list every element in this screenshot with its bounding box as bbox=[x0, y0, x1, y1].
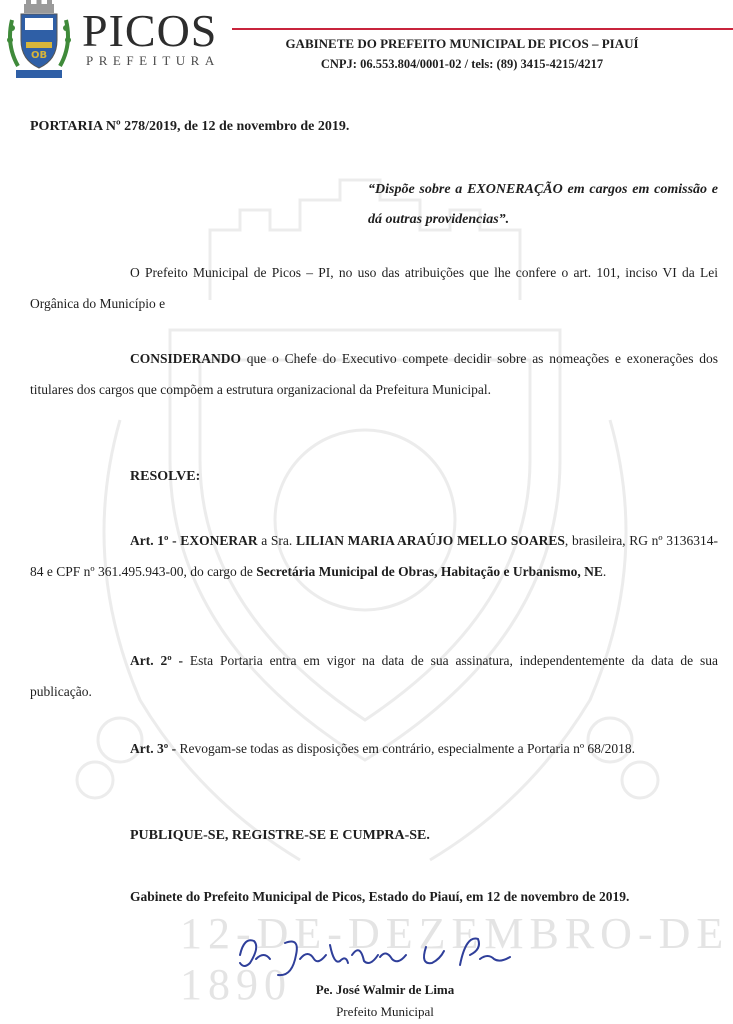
preamble-paragraph bbox=[30, 257, 718, 319]
article-2-label: Art. 2º - bbox=[130, 653, 184, 668]
article-1-text-c: . bbox=[602, 564, 607, 579]
office-heading: GABINETE DO PREFEITO MUNICIPAL DE PICOS – PIAUÍ bbox=[285, 36, 639, 51]
picos-coat-of-arms-logo bbox=[4, 0, 74, 82]
article-1-label: Art. 1º - EXONERAR bbox=[130, 533, 258, 548]
header-rule bbox=[232, 28, 733, 30]
svg-text:OB: OB bbox=[30, 50, 48, 61]
article-2 bbox=[30, 645, 718, 707]
exonerated-office: Secretária Municipal de Obras, Habitação e Urbanismo, NE bbox=[256, 564, 603, 579]
exonerated-name: LILIAN MARIA ARAÚJO MELLO SOARES bbox=[295, 533, 565, 548]
article-3-label: Art. 3º - bbox=[130, 741, 177, 756]
article-3-text: Revogam-se todas as disposições em contrário, especialmente a Portaria nº 68/2018. bbox=[176, 741, 636, 756]
place-date-paragraph bbox=[30, 881, 718, 912]
article-1 bbox=[30, 525, 718, 587]
signer-name: Pe. José Walmir de Lima bbox=[315, 982, 455, 997]
ementa: “Dispõe sobre a EXONERAÇÃO em cargos em comissão e dá outras providencias”. bbox=[368, 182, 718, 227]
handwritten-signature bbox=[230, 925, 520, 985]
article-3 bbox=[30, 733, 718, 764]
brand-subtitle: PREFEITURA bbox=[86, 53, 220, 68]
signer-role: Prefeito Municipal bbox=[336, 1004, 434, 1019]
article-1-text-b: , brasileira, RG nº 3136314-84 e CPF nº 361.495.943-00, do cargo de bbox=[30, 533, 718, 579]
considering-text: que o Chefe do Executivo compete decidir sobre as nomeações e exonerações dos titulares dos cargos que compõem a estrutura organizacional da Prefeitura Municipal. bbox=[30, 351, 718, 397]
article-2-text: Esta Portaria entra em vigor na data de sua assinatura, independentemente da data de sua publicação. bbox=[30, 653, 718, 699]
preamble-text: O Prefeito Municipal de Picos – PI, no uso das atribuições que lhe confere o art. 101, inciso VI da Lei Orgânica do Município e bbox=[30, 265, 718, 311]
considering-label: CONSIDERANDO bbox=[130, 351, 242, 366]
considering-paragraph bbox=[30, 343, 718, 405]
article-1-text-a: a Sra. bbox=[257, 533, 296, 548]
ordinance-title: PORTARIA Nº 278/2019, de 12 de novembro de 2019. bbox=[30, 119, 350, 134]
resolve-heading: RESOLVE: bbox=[130, 469, 201, 484]
place-date-b: , em 12 de novembro de 2019. bbox=[459, 889, 630, 904]
place-date-a: Gabinete do Prefeito Municipal de Picos, Estado do Piauí bbox=[130, 889, 460, 904]
brand-name: PICOS bbox=[82, 5, 218, 56]
watermark-date: 12-DE-DEZEMBRO-DE 1890 bbox=[180, 909, 730, 1009]
contact-line: CNPJ: 06.553.804/0001-02 / tels: (89) 3415-4215/4217 bbox=[320, 57, 604, 71]
closing-statement: PUBLIQUE-SE, REGISTRE-SE E CUMPRA-SE. bbox=[130, 828, 430, 843]
